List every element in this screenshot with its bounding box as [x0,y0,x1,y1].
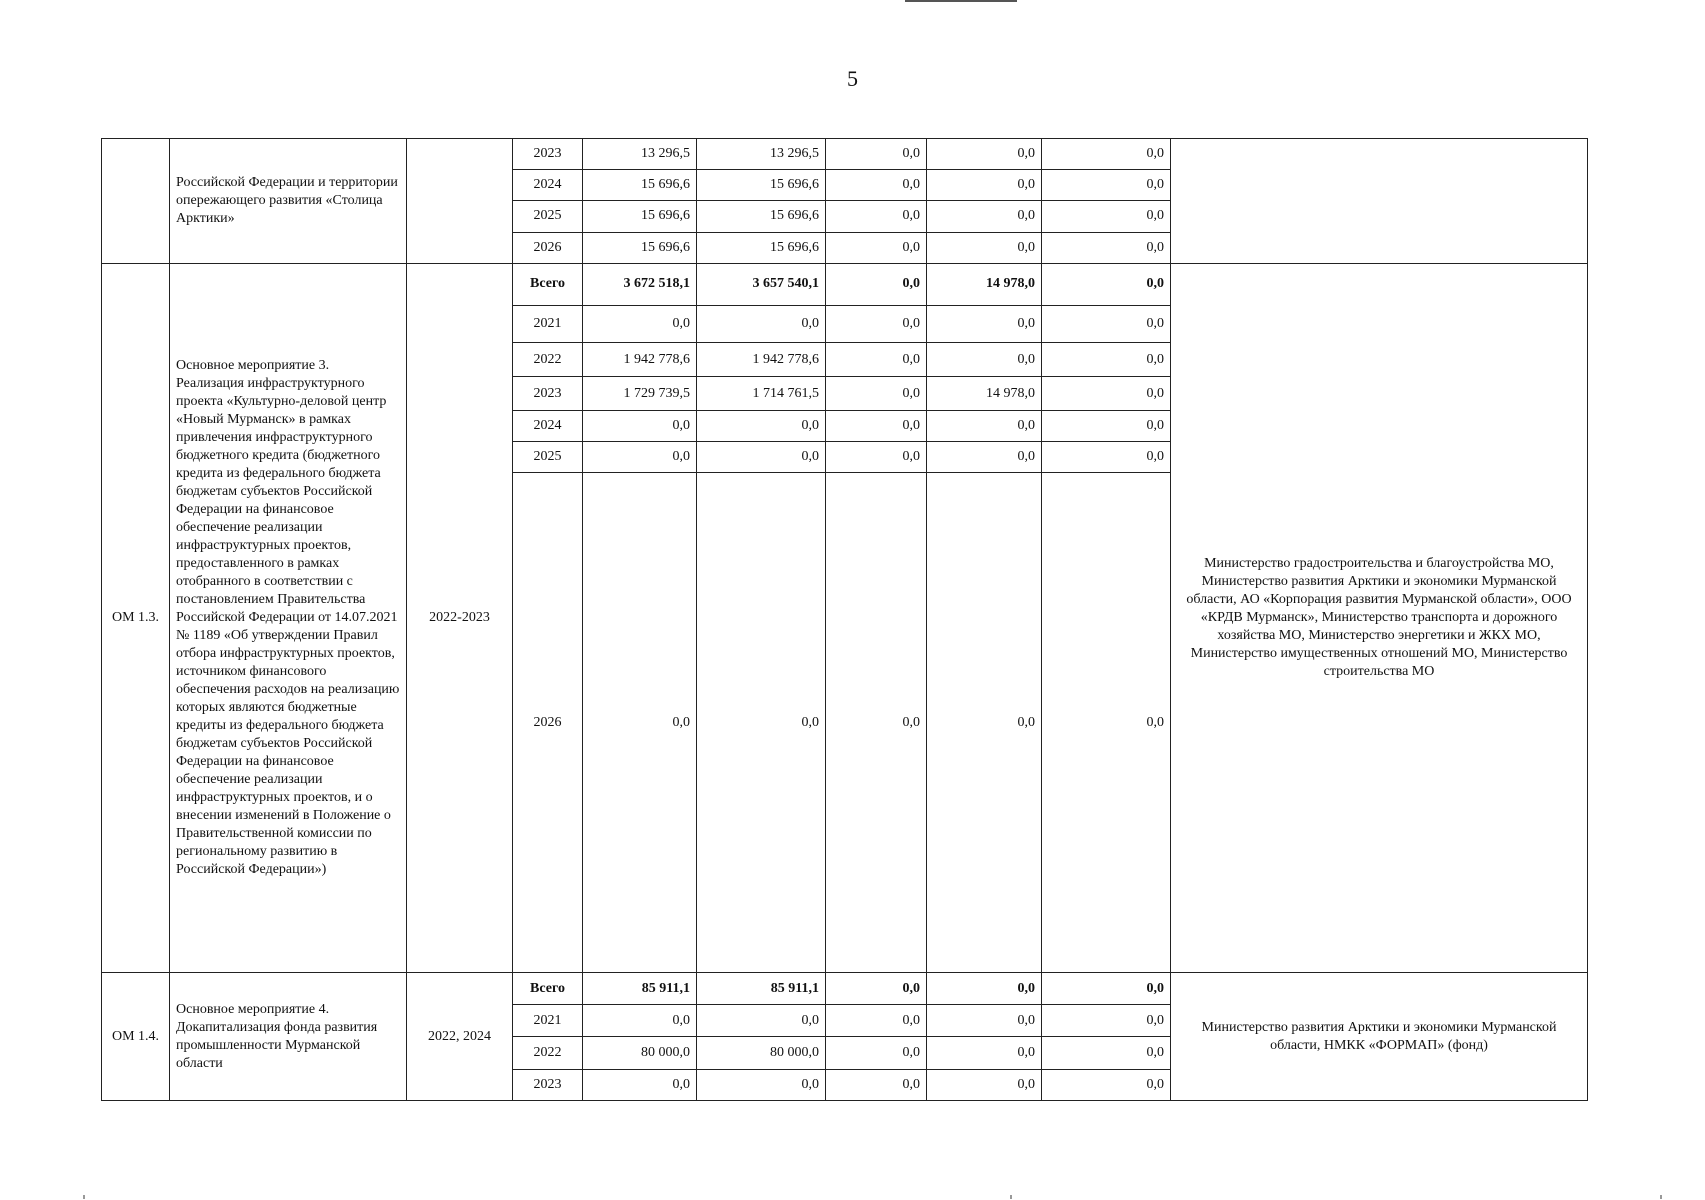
value-cell: 0,0 [826,473,927,973]
value-cell: 0,0 [1042,306,1171,343]
total-cell: 1 942 778,6 [583,343,697,377]
year-cell: 2026 [513,232,583,263]
value-cell: 0,0 [826,306,927,343]
value-cell: 13 296,5 [697,139,826,170]
value-cell: 0,0 [927,1005,1042,1037]
block-executors: Министерство развития Арктики и экономики Мурманской области, НМКК «ФОРМАП» (фонд) [1171,973,1588,1101]
value-cell: 0,0 [826,441,927,472]
value-cell: 0,0 [697,441,826,472]
year-cell: 2022 [513,343,583,377]
value-cell: 3 657 540,1 [697,263,826,305]
value-cell: 0,0 [1042,410,1171,441]
year-cell: 2021 [513,1005,583,1037]
value-cell: 0,0 [927,1069,1042,1100]
value-cell: 1 942 778,6 [697,343,826,377]
block-period: 2022-2023 [407,263,513,972]
total-cell: 3 672 518,1 [583,263,697,305]
total-cell: 0,0 [583,1069,697,1100]
value-cell: 15 696,6 [697,232,826,263]
table-row [102,263,1588,305]
value-cell: 0,0 [697,1005,826,1037]
total-cell: 15 696,6 [583,201,697,232]
block-name: Основное мероприятие 3. Реализация инфраструктурного проекта «Культурно-деловой центр «Новый Мурманск» в рамках привлечения инфраструктурного бюджетного кредита (бюджетного кредита из федерального бюджета бюджетам субъектов Российской Федерации на финансовое обеспечение реализации инфраструктурных проектов, предоставленного в рамках отобранного в соответствии с постановлением Правительства Российской Федерации от 14.07.2021 № 1189 «Об утверждении Правил отбора инфраструктурных проектов, источником финансового обеспечения расходов на реализацию которых являются бюджетные кредиты из федерального бюджета бюджетам субъектов Российской Федерации на финансовое обеспечение реализации инфраструктурных проектов, и о внесении изменений в Положение о Правительственной комиссии по региональному развитию в Российской Федерации») [170,263,407,972]
year-cell: 2026 [513,473,583,973]
year-cell: 2021 [513,306,583,343]
value-cell: 0,0 [697,473,826,973]
year-cell: 2023 [513,377,583,410]
year-cell: 2024 [513,170,583,201]
value-cell: 80 000,0 [697,1037,826,1069]
year-cell: 2025 [513,441,583,472]
scan-artifact [1010,1195,1012,1199]
value-cell: 0,0 [927,973,1042,1005]
top-edge-line [905,0,1017,2]
value-cell: 0,0 [1042,232,1171,263]
value-cell: 0,0 [826,139,927,170]
block-executors: Министерство градостроительства и благоустройства МО, Министерство развития Арктики и экономики Мурманской области, АО «Корпорация развития Мурманской области», ООО «КРДВ Мурманск», Министерство транспорта и дорожного хозяйства МО, Министерство энергетики и ЖКХ МО, Министерство имущественных отношений МО, Министерство строительства МО [1171,263,1588,972]
table-row [102,973,1588,1005]
value-cell: 0,0 [1042,170,1171,201]
value-cell: 0,0 [1042,1069,1171,1100]
scan-artifact [83,1195,85,1199]
value-cell: 14 978,0 [927,377,1042,410]
value-cell: 0,0 [927,170,1042,201]
value-cell: 0,0 [826,1005,927,1037]
value-cell: 0,0 [1042,1005,1171,1037]
block-name: Российской Федерации и территории опережающего развития «Столица Арктики» [170,139,407,264]
year-cell: 2023 [513,1069,583,1100]
value-cell: 0,0 [826,377,927,410]
total-cell: 1 729 739,5 [583,377,697,410]
total-cell: 15 696,6 [583,170,697,201]
value-cell: 0,0 [697,410,826,441]
year-cell: 2023 [513,139,583,170]
value-cell: 0,0 [826,343,927,377]
value-cell: 0,0 [927,343,1042,377]
value-cell: 0,0 [927,232,1042,263]
value-cell: 0,0 [826,973,927,1005]
block-period [407,139,513,264]
year-cell: Всего [513,263,583,305]
value-cell: 0,0 [927,306,1042,343]
year-cell: 2022 [513,1037,583,1069]
value-cell: 0,0 [927,473,1042,973]
value-cell: 0,0 [697,306,826,343]
block-name: Основное мероприятие 4. Докапитализация фонда развития промышленности Мурманской области [170,973,407,1101]
value-cell: 0,0 [826,410,927,441]
value-cell: 0,0 [1042,139,1171,170]
total-cell: 0,0 [583,410,697,441]
value-cell: 0,0 [927,1037,1042,1069]
value-cell: 0,0 [1042,263,1171,305]
year-cell: 2025 [513,201,583,232]
total-cell: 0,0 [583,473,697,973]
value-cell: 15 696,6 [697,170,826,201]
page-number: 5 [847,66,858,91]
value-cell: 0,0 [927,201,1042,232]
scan-artifact [1660,1195,1662,1199]
value-cell: 14 978,0 [927,263,1042,305]
year-cell: Всего [513,973,583,1005]
value-cell: 0,0 [1042,1037,1171,1069]
value-cell: 0,0 [1042,441,1171,472]
value-cell: 15 696,6 [697,201,826,232]
block-period: 2022, 2024 [407,973,513,1101]
value-cell: 0,0 [1042,343,1171,377]
block-executors [1171,139,1588,264]
total-cell: 0,0 [583,1005,697,1037]
value-cell: 0,0 [697,1069,826,1100]
value-cell: 0,0 [826,1037,927,1069]
total-cell: 85 911,1 [583,973,697,1005]
value-cell: 0,0 [826,201,927,232]
total-cell: 0,0 [583,306,697,343]
value-cell: 0,0 [826,263,927,305]
year-cell: 2024 [513,410,583,441]
value-cell: 0,0 [826,232,927,263]
total-cell: 0,0 [583,441,697,472]
total-cell: 13 296,5 [583,139,697,170]
value-cell: 0,0 [1042,377,1171,410]
value-cell: 0,0 [1042,201,1171,232]
program-funding-table [101,138,1588,1101]
value-cell: 0,0 [1042,473,1171,973]
value-cell: 0,0 [927,139,1042,170]
block-index: ОМ 1.3. [102,263,170,972]
value-cell: 0,0 [1042,973,1171,1005]
value-cell: 0,0 [826,170,927,201]
block-index: ОМ 1.4. [102,973,170,1101]
block-index [102,139,170,264]
value-cell: 1 714 761,5 [697,377,826,410]
value-cell: 85 911,1 [697,973,826,1005]
total-cell: 15 696,6 [583,232,697,263]
table-row [102,139,1588,170]
value-cell: 0,0 [927,441,1042,472]
value-cell: 0,0 [927,410,1042,441]
total-cell: 80 000,0 [583,1037,697,1069]
value-cell: 0,0 [826,1069,927,1100]
